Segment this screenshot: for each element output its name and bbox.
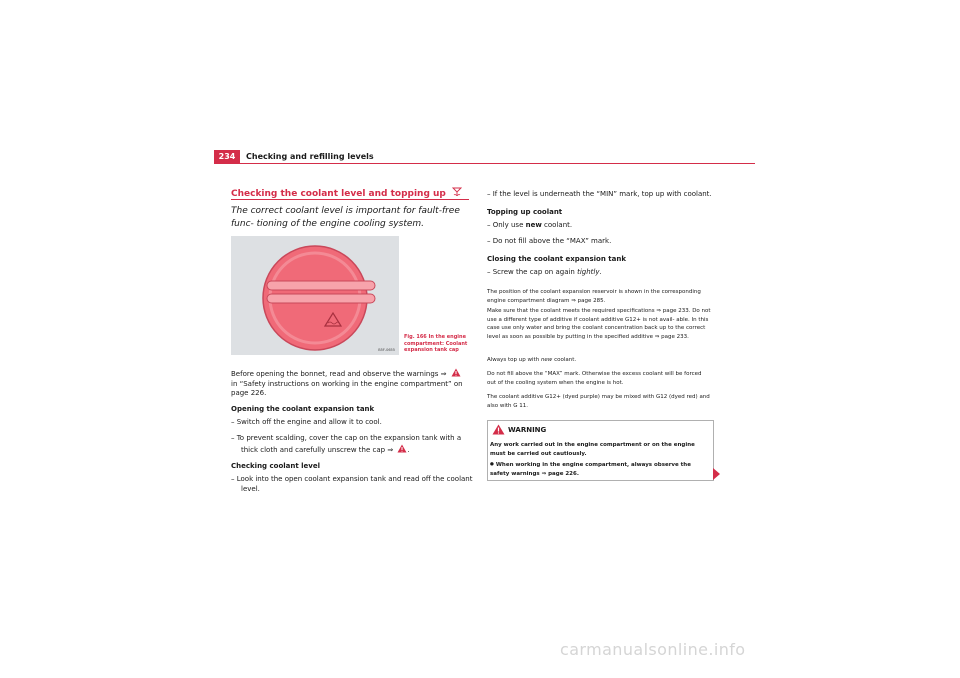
page-number: 234 <box>214 150 240 163</box>
warning-bullet-item <box>490 461 710 478</box>
intro-paragraph <box>231 368 469 399</box>
note-specification: Make sure that the coolant meets the required specifications ⇒ page 233. Do not use a different type of additive if coolant additive G12+ is not avail- able. In this case use only water and bring the coolant concentration back up to the correct level as soon as possible by putting in the specified additive ⇒ page 233. <box>487 308 711 340</box>
watermark: carmanualsonline.info <box>560 640 746 659</box>
note-position: The position of the coolant expansion reservoir is shown in the corresponding engine compartment diagram ⇒ page 285. <box>487 289 701 304</box>
open-step-1: – Switch off the engine and allow it to cool. <box>231 418 382 426</box>
note-new-coolant-italic: new <box>540 357 553 363</box>
close-step-1-a: – Screw the cap on again <box>487 268 575 276</box>
warning-triangle-icon <box>451 368 461 377</box>
topup-step-1 <box>487 221 737 231</box>
open-step-2 <box>231 434 479 455</box>
close-step-1-italic: tightly <box>577 268 600 276</box>
intro-text-a: Before opening the bonnet, read and observe the warnings ⇒ <box>231 370 447 378</box>
continue-arrow-icon <box>713 468 720 480</box>
note-additive-mixing: The coolant additive G12+ (dyed purple) may be mixed with G12 (dyed red) and also with G 11. <box>487 394 710 409</box>
intro-text-b: in “Safety instructions on working in the engine compartment” on page 226. <box>231 379 463 397</box>
running-header: Checking and refilling levels <box>246 152 374 161</box>
check-step-1: – Look into the open coolant expansion tank and read off the coolant level. <box>231 475 473 493</box>
min-level-step: – If the level is underneath the “MIN” mark, top up with coolant. <box>487 190 712 198</box>
warning-text-2: When working in the engine compartment, always observe the safety warnings ⇒ page 226. <box>490 462 691 477</box>
topup-step-1-a: – Only use <box>487 221 524 229</box>
note-max-mark: Do not fill above the “MAX” mark. Otherwise the excess coolant will be forced out of the cooling system when the engine is hot. <box>487 371 702 386</box>
warning-text-1: Any work carried out in the engine compartment or on the engine must be carried out cautiously. <box>490 442 695 457</box>
figure-code: B5F-0655 <box>378 348 395 352</box>
check-level-heading: Checking coolant level <box>231 462 321 470</box>
close-step-1 <box>487 268 737 278</box>
topup-step-2: – Do not fill above the “MAX” mark. <box>487 237 612 245</box>
warning-triangle-icon <box>397 444 410 454</box>
coolant-cap-figure <box>231 236 399 355</box>
section-title-text: Checking the coolant level and topping up <box>231 189 446 199</box>
note-new-coolant-c: coolant. <box>554 357 577 363</box>
note-new-coolant <box>487 356 712 365</box>
close-step-1-c: . <box>599 268 602 276</box>
coolant-cap-illustration <box>231 236 399 355</box>
topup-step-1-c: coolant. <box>544 221 573 229</box>
warning-title: WARNING <box>508 426 547 434</box>
close-tank-heading: Closing the coolant expansion tank <box>487 255 626 263</box>
section-divider <box>231 199 469 200</box>
figure-caption: Fig. 166 In the engine compartment: Coolant expansion tank cap <box>404 334 468 353</box>
open-step-2-text: – To prevent scalding, cover the cap on the expansion tank with a thick cloth and carefully unscrew the cap ⇒ <box>231 434 462 454</box>
note-new-coolant-a: Always top up with <box>487 357 540 363</box>
topup-heading: Topping up coolant <box>487 208 563 216</box>
open-step-2-end: . <box>407 445 410 454</box>
warning-triangle-icon <box>492 424 505 435</box>
open-tank-heading: Opening the coolant expansion tank <box>231 405 375 413</box>
warning-text <box>490 441 710 478</box>
coolant-symbol-icon <box>452 187 462 197</box>
section-intro: The correct coolant level is important for fault-free func- tioning of the engine cooling system. <box>231 206 460 229</box>
topup-step-1-bold: new <box>525 221 542 229</box>
section-title <box>231 187 462 199</box>
header-divider <box>214 163 755 164</box>
bullet-icon: ● <box>490 462 494 467</box>
